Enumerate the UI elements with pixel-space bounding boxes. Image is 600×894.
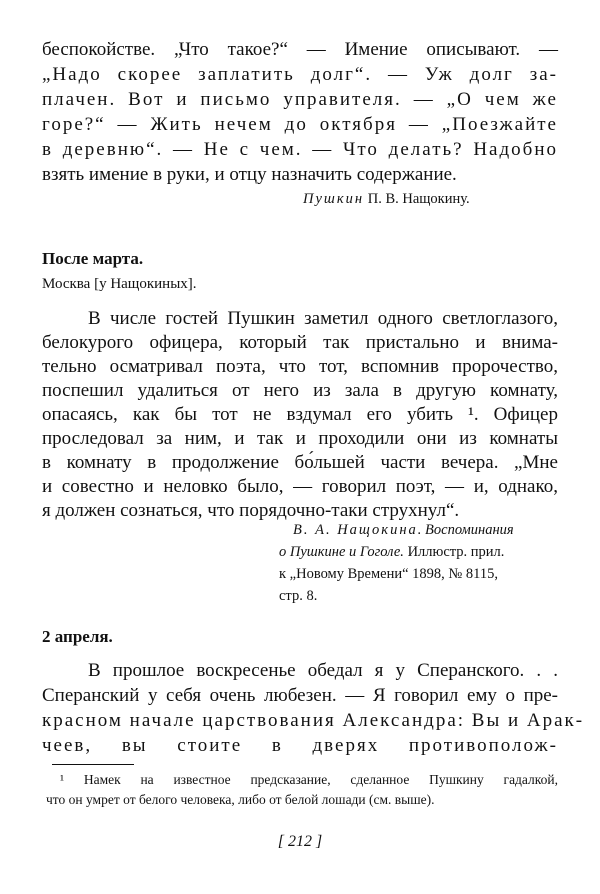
text-line: взять имение в руки, и отцу назначить содержание. <box>42 164 457 185</box>
section-place: Москва [у Нащокиных]. <box>42 276 197 292</box>
source-citation-line: стр. 8. <box>279 588 318 604</box>
source-citation-line <box>293 520 514 541</box>
text-line: и совестно и неловко было, — говорил поэт, — и, однако, <box>42 476 558 497</box>
text-line: беспокойстве. „Что такое?“ — Имение описывают. — <box>42 39 558 60</box>
text-line: поспешил удалиться от него из зала в другую комнату, <box>42 380 558 401</box>
text-line: красном начале царствования Александра: Вы и Арак- <box>42 710 585 731</box>
text-line: белокурого офицера, который так пристально и внима- <box>42 332 558 353</box>
source-book: о Пушкине и Гоголе. <box>279 544 404 560</box>
text-line: В прошлое воскресенье обедал я у Сперанского. . . <box>88 660 558 681</box>
text-line: опасаясь, как бы тот не вздумал его убить ¹. Офицер <box>42 404 558 425</box>
text-line: чеев, вы стоите в дверях противополож- <box>42 735 558 756</box>
footnote-line: что он умрет от белого человека, либо от белой лошади (см. выше). <box>46 792 435 807</box>
source-citation-line: к „Новому Времени“ 1898, № 8115, <box>279 566 498 582</box>
section-heading: После марта. <box>42 249 144 268</box>
text-line: в деревню“. — Не с чем. — Что делать? Надобно <box>42 139 558 160</box>
letter-signature <box>303 189 470 210</box>
section-heading: 2 апреля. <box>42 627 113 646</box>
text-line: тельно осматривал поэта, что тот, вспомнив пророчество, <box>42 356 558 377</box>
text-line: проследовал за ним, и так и проходили они из комнаты <box>42 428 558 449</box>
signature-recipient: П. В. Нащокину. <box>364 191 470 207</box>
footnote-line: ¹ Намек на известное предсказание, сделанное Пушкину гадалкой, <box>60 772 558 787</box>
text-line: Сперанский у себя очень любезен. — Я говорил ему о пре- <box>42 685 558 706</box>
text-line: горе?“ — Жить нечем до октября — „Поезжайте <box>42 114 558 135</box>
footnote-divider <box>52 764 134 765</box>
text-line: В числе гостей Пушкин заметил одного светлоглазого, <box>88 308 558 329</box>
signature-author: Пушкин <box>303 191 365 207</box>
source-citation-line <box>279 542 504 563</box>
text-line: я должен сознаться, что порядочно-таки струхнул“. <box>42 500 460 521</box>
text-line: плачен. Вот и письмо управителя. — „О чем же <box>42 89 558 110</box>
text-line: в комнату в продолжение бо́льшей части вечера. „Мне <box>42 452 558 473</box>
text-line: „Надо скорее заплатить долг“. — Уж долг за- <box>42 64 558 85</box>
page-number: [ 212 ] <box>277 833 323 850</box>
source-publication: Иллюстр. прил. <box>403 544 505 560</box>
source-title: . Воспоминания <box>417 522 514 538</box>
source-author: В. А. Нащокина <box>293 522 418 538</box>
